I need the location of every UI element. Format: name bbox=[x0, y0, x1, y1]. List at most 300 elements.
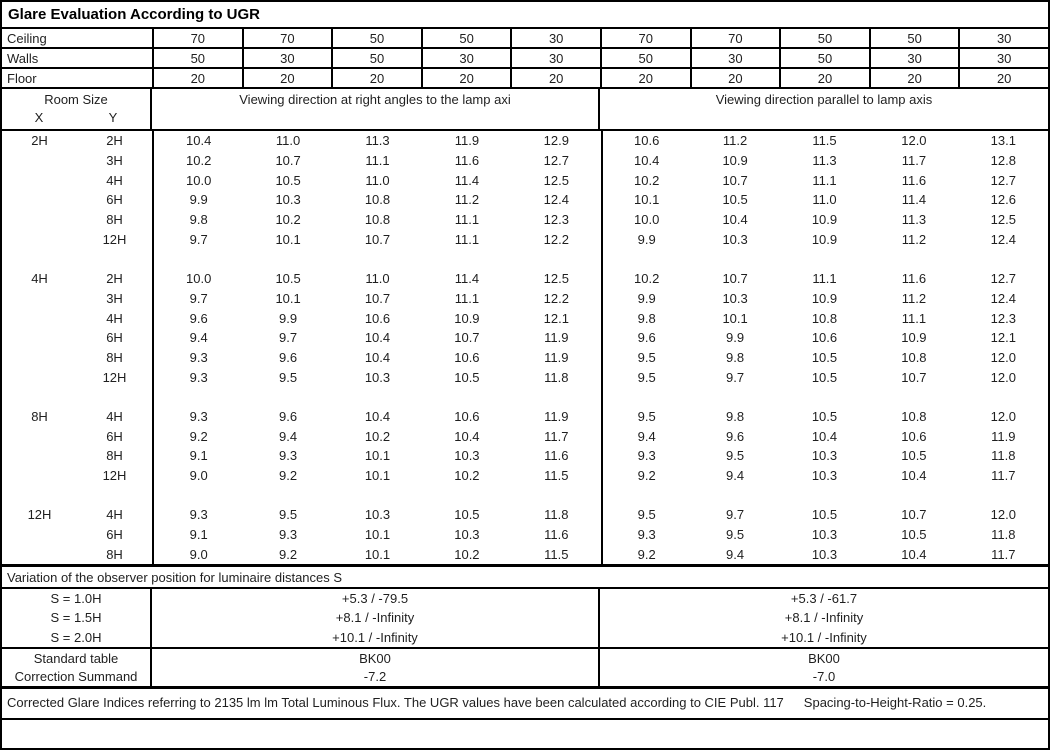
surface-value-cell: 20 bbox=[600, 69, 690, 87]
ugr-value-cell: 11.8 bbox=[544, 369, 569, 385]
ugr-value-cell: 9.5 bbox=[601, 367, 690, 387]
ugr-value-cell: 11.3 bbox=[812, 153, 837, 169]
ugr-value-cell: 10.6 bbox=[454, 408, 480, 424]
ugr-value-cell: 10.4 bbox=[364, 408, 391, 424]
surface-value-cell: 20 bbox=[421, 69, 511, 87]
row-y-label: 6H bbox=[77, 426, 154, 446]
room-size-header-row bbox=[2, 89, 1048, 131]
ugr-value-cell bbox=[601, 249, 690, 269]
row-y-label: 4H bbox=[77, 308, 154, 328]
ugr-value-cell: 10.5 bbox=[454, 369, 480, 385]
row-x-label bbox=[2, 151, 77, 171]
surface-value-cell: 20 bbox=[958, 69, 1048, 87]
ugr-value-cell: 10.2 bbox=[601, 269, 690, 289]
observer-distance-row-value-left: +5.3 / -79.5 bbox=[152, 589, 600, 608]
row-y-label: 12H bbox=[77, 229, 154, 249]
ugr-value-cell: 9.7 bbox=[726, 507, 745, 523]
spacer-row bbox=[2, 485, 1048, 505]
ugr-value-cell: 9.3 bbox=[601, 525, 690, 545]
ugr-value-cell: 9.5 bbox=[279, 507, 298, 523]
ugr-value-cell: 10.2 bbox=[454, 468, 480, 484]
ugr-value-cell: 9.5 bbox=[601, 348, 690, 368]
ugr-value-cell: 12.1 bbox=[543, 310, 569, 326]
ugr-value-cell: 10.5 bbox=[901, 448, 927, 464]
ugr-value-cell: 10.4 bbox=[722, 212, 748, 228]
row-x-label bbox=[2, 446, 77, 466]
ugr-value-cell: 10.5 bbox=[811, 349, 838, 365]
ugr-value-cell: 11.6 bbox=[454, 153, 480, 169]
ugr-value-cell: 10.7 bbox=[901, 507, 927, 523]
ugr-value-cell: 9.7 bbox=[189, 290, 208, 306]
surface-value-cell: 70 bbox=[242, 29, 332, 47]
observer-distance-row bbox=[2, 628, 1048, 647]
ugr-value-cell bbox=[422, 485, 511, 505]
ugr-value-cell: 11.0 bbox=[365, 172, 390, 188]
ugr-value-cell: 10.6 bbox=[811, 330, 838, 346]
ugr-value-cell: 12.4 bbox=[543, 192, 569, 208]
ugr-value-cell: 9.3 bbox=[189, 507, 208, 523]
ugr-value-cell bbox=[959, 485, 1048, 505]
surface-row-label: Floor bbox=[7, 70, 37, 86]
ugr-value-cell: 11.6 bbox=[901, 172, 927, 188]
surface-value-cell: 50 bbox=[779, 49, 869, 67]
ugr-value-cell: 9.2 bbox=[279, 468, 298, 484]
row-x-label: 2H bbox=[31, 133, 48, 149]
ugr-value-cell: 10.2 bbox=[186, 153, 212, 169]
ugr-value-cell: 10.6 bbox=[454, 349, 480, 365]
ugr-value-cell bbox=[512, 387, 601, 407]
room-size-label: Room Size bbox=[44, 92, 108, 107]
spacer-row bbox=[2, 387, 1048, 407]
ugr-value-cell: 10.5 bbox=[811, 507, 838, 523]
ugr-value-cell: 10.4 bbox=[811, 428, 838, 444]
ugr-value-cell: 13.1 bbox=[990, 133, 1016, 149]
table-title: Glare Evaluation According to UGR bbox=[2, 2, 1048, 29]
summary-row-value-right: -7.0 bbox=[812, 669, 836, 685]
row-y-label: 6H bbox=[77, 525, 154, 545]
ugr-value-cell: 10.0 bbox=[601, 210, 690, 230]
ugr-data-row bbox=[2, 190, 1048, 210]
ugr-data-row bbox=[2, 151, 1048, 171]
row-x-label bbox=[2, 170, 77, 190]
ugr-value-cell: 9.1 bbox=[189, 527, 208, 543]
ugr-value-cell bbox=[690, 249, 779, 269]
ugr-data-row bbox=[2, 426, 1048, 446]
ugr-value-cell bbox=[690, 485, 779, 505]
ugr-value-cell: 10.2 bbox=[275, 212, 301, 228]
ugr-value-cell: 10.4 bbox=[901, 468, 927, 484]
surface-value-cell: 30 bbox=[510, 49, 600, 67]
ugr-value-cell: 11.6 bbox=[901, 271, 927, 287]
ugr-value-cell: 9.3 bbox=[189, 408, 208, 424]
ugr-value-cell: 9.4 bbox=[279, 428, 298, 444]
room-size-cell bbox=[2, 89, 152, 129]
ugr-value-cell: 9.5 bbox=[279, 369, 298, 385]
ugr-value-cell: 11.3 bbox=[365, 133, 390, 149]
footer-note bbox=[2, 689, 1048, 720]
ugr-value-cell: 10.1 bbox=[364, 527, 391, 543]
surface-value-cell: 30 bbox=[690, 49, 780, 67]
ugr-value-cell: 10.3 bbox=[454, 448, 480, 464]
ugr-value-cell bbox=[333, 485, 422, 505]
ugr-value-cell: 9.8 bbox=[189, 212, 208, 228]
ugr-data-row bbox=[2, 348, 1048, 368]
observer-distance-rows bbox=[2, 589, 1048, 649]
ugr-value-cell: 9.1 bbox=[189, 448, 208, 464]
ugr-value-cell: 10.8 bbox=[811, 310, 838, 326]
surface-value-cell: 20 bbox=[242, 69, 332, 87]
ugr-value-cell bbox=[333, 249, 422, 269]
ugr-value-cell: 9.0 bbox=[189, 468, 208, 484]
surface-value-cell: 20 bbox=[510, 69, 600, 87]
surface-value-cell: 50 bbox=[600, 49, 690, 67]
row-y-label: 2H bbox=[77, 131, 154, 151]
ugr-value-cell: 10.5 bbox=[811, 408, 838, 424]
surface-value-cell: 20 bbox=[690, 69, 780, 87]
ugr-value-cell: 9.6 bbox=[189, 310, 208, 326]
ugr-value-cell bbox=[959, 249, 1048, 269]
ugr-value-cell: 11.5 bbox=[544, 468, 569, 484]
ugr-value-cell: 11.3 bbox=[901, 212, 927, 228]
surface-value-cell: 30 bbox=[869, 49, 959, 67]
surface-value-cell: 70 bbox=[600, 29, 690, 47]
observer-distance-row bbox=[2, 608, 1048, 627]
ugr-data-row bbox=[2, 544, 1048, 564]
xy-axis-labels bbox=[2, 110, 150, 125]
ugr-value-cell: 12.4 bbox=[990, 290, 1016, 306]
ugr-value-cell: 11.5 bbox=[544, 546, 569, 562]
observer-distance-row-value-right: +5.3 / -61.7 bbox=[790, 591, 858, 607]
row-y-label: 12H bbox=[77, 466, 154, 486]
ugr-value-cell bbox=[690, 387, 779, 407]
ugr-value-cell: 11.1 bbox=[454, 290, 480, 306]
ugr-value-cell: 12.0 bbox=[990, 349, 1016, 365]
row-y-label: 6H bbox=[77, 190, 154, 210]
ugr-value-cell: 9.2 bbox=[189, 428, 208, 444]
ugr-value-cell: 10.3 bbox=[811, 527, 838, 543]
variation-section-header: Variation of the observer position for luminaire distances S bbox=[2, 567, 1048, 589]
ugr-value-cell: 10.1 bbox=[364, 448, 391, 464]
row-x-label bbox=[2, 367, 77, 387]
ugr-value-cell: 11.6 bbox=[544, 448, 569, 464]
ugr-value-cell bbox=[601, 485, 690, 505]
surface-value-cell: 50 bbox=[869, 29, 959, 47]
ugr-value-cell bbox=[780, 485, 869, 505]
surface-value-cell: 20 bbox=[779, 69, 869, 87]
ugr-value-cell: 11.9 bbox=[454, 133, 480, 149]
ugr-data-row bbox=[2, 308, 1048, 328]
ugr-value-cell: 9.9 bbox=[726, 330, 745, 346]
ugr-value-cell: 11.9 bbox=[991, 428, 1016, 444]
ugr-data-row bbox=[2, 446, 1048, 466]
footer-flux-text: Corrected Glare Indices referring to 2135 lm lm Total Luminous Flux. The UGR values have been calculated according to CIE Publ. 117 bbox=[7, 695, 784, 710]
observer-distance-row-value-right: +8.1 / -Infinity bbox=[784, 610, 864, 626]
ugr-value-cell: 11.8 bbox=[991, 448, 1016, 464]
ugr-value-cell: 9.3 bbox=[279, 527, 298, 543]
ugr-value-cell bbox=[959, 387, 1048, 407]
ugr-value-cell: 10.5 bbox=[275, 172, 301, 188]
row-x-label bbox=[2, 485, 77, 505]
ugr-value-cell: 12.5 bbox=[543, 271, 569, 287]
ugr-value-cell bbox=[512, 249, 601, 269]
ugr-value-cell: 9.4 bbox=[189, 330, 208, 346]
ugr-value-cell bbox=[601, 387, 690, 407]
ugr-value-cell: 10.3 bbox=[722, 231, 748, 247]
surface-value-cell: 50 bbox=[421, 29, 511, 47]
row-y-label: 3H bbox=[77, 151, 154, 171]
ugr-value-cell: 11.2 bbox=[722, 133, 748, 149]
ugr-value-cell: 10.6 bbox=[601, 131, 690, 151]
ugr-value-cell: 9.6 bbox=[279, 349, 298, 365]
row-y-label: 4H bbox=[77, 505, 154, 525]
ugr-value-cell: 10.4 bbox=[454, 428, 480, 444]
ugr-value-cell: 10.2 bbox=[364, 428, 391, 444]
ugr-value-cell bbox=[869, 249, 958, 269]
ugr-value-cell bbox=[154, 485, 243, 505]
row-y-label: 4H bbox=[77, 170, 154, 190]
ugr-value-cell: 10.4 bbox=[364, 349, 391, 365]
row-y-label: 3H bbox=[77, 289, 154, 309]
ugr-value-cell: 10.4 bbox=[186, 133, 212, 149]
ugr-value-cell bbox=[243, 249, 332, 269]
ugr-value-cell: 10.0 bbox=[186, 271, 212, 287]
observer-distance-row-label: S = 1.5H bbox=[2, 608, 152, 627]
ugr-value-cell bbox=[243, 387, 332, 407]
ugr-value-cell: 12.5 bbox=[990, 212, 1016, 228]
ugr-value-cell: 12.5 bbox=[543, 172, 569, 188]
ugr-value-cell: 9.2 bbox=[601, 466, 690, 486]
ugr-value-cell bbox=[243, 485, 332, 505]
ugr-value-cell: 11.1 bbox=[901, 310, 927, 326]
ugr-value-cell: 12.0 bbox=[901, 133, 927, 149]
row-x-label bbox=[2, 387, 77, 407]
ugr-value-cell: 9.4 bbox=[726, 546, 745, 562]
summary-row bbox=[2, 668, 1048, 687]
ugr-value-cell: 12.3 bbox=[990, 310, 1016, 326]
ugr-value-cell: 10.8 bbox=[364, 212, 391, 228]
ugr-value-cell: 12.6 bbox=[990, 192, 1016, 208]
ugr-data-row bbox=[2, 328, 1048, 348]
row-y-label: 6H bbox=[77, 328, 154, 348]
ugr-value-cell bbox=[154, 387, 243, 407]
ugr-value-cell: 10.1 bbox=[275, 290, 301, 306]
ugr-value-cell bbox=[869, 485, 958, 505]
ugr-value-cell: 9.6 bbox=[726, 428, 745, 444]
ugr-value-cell: 10.9 bbox=[811, 231, 838, 247]
surface-value-cell: 30 bbox=[958, 49, 1048, 67]
ugr-value-cell: 10.7 bbox=[364, 231, 391, 247]
ugr-value-cell: 10.5 bbox=[454, 507, 480, 523]
footer-shr-text: Spacing-to-Height-Ratio = 0.25. bbox=[803, 695, 987, 710]
surface-value-cell: 20 bbox=[869, 69, 959, 87]
ugr-data-row bbox=[2, 269, 1048, 289]
ugr-value-cell: 11.7 bbox=[544, 428, 569, 444]
ugr-value-cell: 10.1 bbox=[364, 468, 391, 484]
ugr-value-cell: 9.9 bbox=[279, 310, 298, 326]
row-x-label: 8H bbox=[31, 408, 48, 424]
ugr-value-cell: 9.9 bbox=[189, 192, 208, 208]
ugr-value-cell: 10.3 bbox=[275, 192, 301, 208]
ugr-value-cell: 12.4 bbox=[990, 231, 1016, 247]
observer-distance-row-value-left: +10.1 / -Infinity bbox=[152, 628, 600, 647]
row-y-label: 4H bbox=[77, 407, 154, 427]
ugr-value-cell: 11.2 bbox=[901, 231, 927, 247]
ugr-value-cell: 10.1 bbox=[364, 546, 391, 562]
observer-distance-row bbox=[2, 589, 1048, 608]
ugr-value-cell: 9.9 bbox=[601, 229, 690, 249]
row-y-label bbox=[77, 485, 154, 505]
observer-distance-row-value-right: +10.1 / -Infinity bbox=[781, 629, 867, 645]
ugr-value-cell: 10.7 bbox=[901, 369, 927, 385]
ugr-value-cell bbox=[333, 387, 422, 407]
ugr-value-cell bbox=[422, 387, 511, 407]
ugr-value-cell: 12.2 bbox=[543, 290, 569, 306]
ugr-value-cell: 9.3 bbox=[189, 349, 208, 365]
ugr-value-cell: 12.7 bbox=[543, 153, 569, 169]
row-x-label bbox=[2, 348, 77, 368]
ugr-value-cell: 9.2 bbox=[601, 544, 690, 564]
ugr-value-cell bbox=[154, 249, 243, 269]
ugr-value-cell: 10.4 bbox=[901, 546, 927, 562]
surface-row-floor bbox=[2, 69, 1048, 89]
ugr-value-cell: 10.0 bbox=[186, 172, 212, 188]
ugr-value-cell: 10.7 bbox=[454, 330, 480, 346]
ugr-data-row bbox=[2, 407, 1048, 427]
ugr-data-row bbox=[2, 466, 1048, 486]
summary-row-value-left: -7.2 bbox=[152, 668, 600, 687]
ugr-value-cell: 10.3 bbox=[454, 527, 480, 543]
surface-value-cell: 50 bbox=[331, 49, 421, 67]
ugr-value-cell: 12.9 bbox=[543, 133, 569, 149]
ugr-value-cell: 11.2 bbox=[454, 192, 480, 208]
group-header-parallel: Viewing direction parallel to lamp axis bbox=[715, 92, 933, 107]
ugr-value-cell: 12.0 bbox=[990, 369, 1016, 385]
summary-rows bbox=[2, 649, 1048, 689]
ugr-value-cell: 11.9 bbox=[544, 330, 569, 346]
ugr-value-cell: 11.4 bbox=[454, 271, 480, 287]
ugr-value-cell: 9.4 bbox=[726, 468, 745, 484]
ugr-value-cell: 11.5 bbox=[812, 133, 837, 149]
ugr-value-cell: 11.9 bbox=[544, 408, 569, 424]
ugr-value-cell: 11.6 bbox=[544, 527, 569, 543]
surface-value-cell: 70 bbox=[690, 29, 780, 47]
ugr-value-cell: 9.8 bbox=[726, 349, 745, 365]
ugr-value-cell: 11.1 bbox=[454, 231, 480, 247]
row-x-label bbox=[2, 190, 77, 210]
ugr-value-cell: 9.0 bbox=[189, 546, 208, 562]
ugr-value-cell: 10.7 bbox=[722, 271, 748, 287]
ugr-value-cell: 12.1 bbox=[990, 330, 1016, 346]
summary-row-value-right: BK00 bbox=[808, 650, 840, 666]
surface-value-cell: 30 bbox=[510, 29, 600, 47]
ugr-value-cell: 11.4 bbox=[901, 192, 927, 208]
ugr-value-cell: 10.6 bbox=[364, 310, 391, 326]
ugr-value-cell: 10.8 bbox=[364, 192, 391, 208]
ugr-value-cell: 12.2 bbox=[543, 231, 569, 247]
ugr-value-cell: 11.1 bbox=[812, 271, 837, 287]
ugr-value-cell bbox=[422, 249, 511, 269]
ugr-value-cell: 11.0 bbox=[365, 271, 390, 287]
row-x-label bbox=[2, 289, 77, 309]
summary-row-label: Standard table bbox=[2, 649, 152, 668]
ugr-value-cell: 10.2 bbox=[454, 546, 480, 562]
ugr-value-cell: 12.0 bbox=[990, 408, 1016, 424]
surface-row-label: Walls bbox=[7, 50, 39, 66]
ugr-value-cell bbox=[780, 249, 869, 269]
ugr-value-cell: 9.6 bbox=[279, 408, 298, 424]
ugr-value-cell: 11.7 bbox=[991, 546, 1016, 562]
ugr-value-cell: 10.2 bbox=[601, 170, 690, 190]
ugr-data-row bbox=[2, 505, 1048, 525]
ugr-value-cell: 10.5 bbox=[722, 192, 748, 208]
row-x-label bbox=[2, 426, 77, 446]
surface-value-cell: 30 bbox=[958, 29, 1048, 47]
ugr-value-cell: 11.0 bbox=[812, 192, 837, 208]
ugr-value-cell: 10.5 bbox=[811, 369, 838, 385]
summary-row-value-left: BK00 bbox=[152, 649, 600, 668]
ugr-value-cell: 9.8 bbox=[601, 308, 690, 328]
ugr-value-cell: 9.5 bbox=[726, 448, 745, 464]
ugr-value-cell: 11.0 bbox=[275, 133, 301, 149]
observer-distance-row-label: S = 1.0H bbox=[2, 589, 152, 608]
ugr-value-cell: 11.7 bbox=[901, 153, 927, 169]
ugr-value-cell: 11.1 bbox=[454, 212, 480, 228]
ugr-value-cell: 10.1 bbox=[275, 231, 301, 247]
ugr-data-row bbox=[2, 525, 1048, 545]
row-x-label bbox=[2, 328, 77, 348]
ugr-value-cell: 10.1 bbox=[722, 310, 748, 326]
surface-row-ceiling bbox=[2, 29, 1048, 49]
ugr-value-cell: 10.6 bbox=[901, 428, 927, 444]
row-y-label: 12H bbox=[77, 367, 154, 387]
ugr-value-cell: 10.3 bbox=[722, 290, 748, 306]
row-x-label bbox=[2, 229, 77, 249]
ugr-value-cell: 11.8 bbox=[544, 507, 569, 523]
ugr-value-cell: 10.3 bbox=[811, 546, 838, 562]
row-x-label: 12H bbox=[27, 507, 52, 523]
ugr-value-cell: 10.3 bbox=[364, 507, 391, 523]
row-y-label bbox=[77, 387, 154, 407]
surface-value-cell: 30 bbox=[421, 49, 511, 67]
row-y-label: 8H bbox=[77, 210, 154, 230]
ugr-value-cell: 9.5 bbox=[601, 407, 690, 427]
x-column-label: X bbox=[34, 110, 44, 125]
ugr-value-cell: 9.7 bbox=[279, 330, 298, 346]
row-x-label bbox=[2, 210, 77, 230]
ugr-value-cell: 9.2 bbox=[279, 546, 298, 562]
row-x-label bbox=[2, 249, 77, 269]
ugr-value-cell: 10.8 bbox=[901, 349, 927, 365]
surface-value-cell: 30 bbox=[242, 49, 332, 67]
ugr-value-cell bbox=[869, 387, 958, 407]
row-x-label bbox=[2, 466, 77, 486]
row-y-label: 8H bbox=[77, 348, 154, 368]
ugr-value-cell: 10.7 bbox=[275, 153, 301, 169]
ugr-value-cell: 10.9 bbox=[811, 290, 838, 306]
ugr-value-cell: 10.4 bbox=[601, 151, 690, 171]
ugr-value-cell: 12.0 bbox=[990, 507, 1016, 523]
ugr-value-cell: 11.9 bbox=[544, 349, 569, 365]
group-header-right-angles: Viewing direction at right angles to the lamp axi bbox=[152, 89, 600, 129]
ugr-value-cell: 9.8 bbox=[726, 408, 745, 424]
ugr-value-cell: 10.5 bbox=[275, 271, 301, 287]
ugr-value-cell: 9.9 bbox=[601, 289, 690, 309]
observer-distance-row-value-left: +8.1 / -Infinity bbox=[152, 608, 600, 627]
surface-reflectance-rows bbox=[2, 29, 1048, 89]
ugr-value-cell: 10.5 bbox=[901, 527, 927, 543]
ugr-data-row bbox=[2, 131, 1048, 151]
row-y-label bbox=[77, 249, 154, 269]
